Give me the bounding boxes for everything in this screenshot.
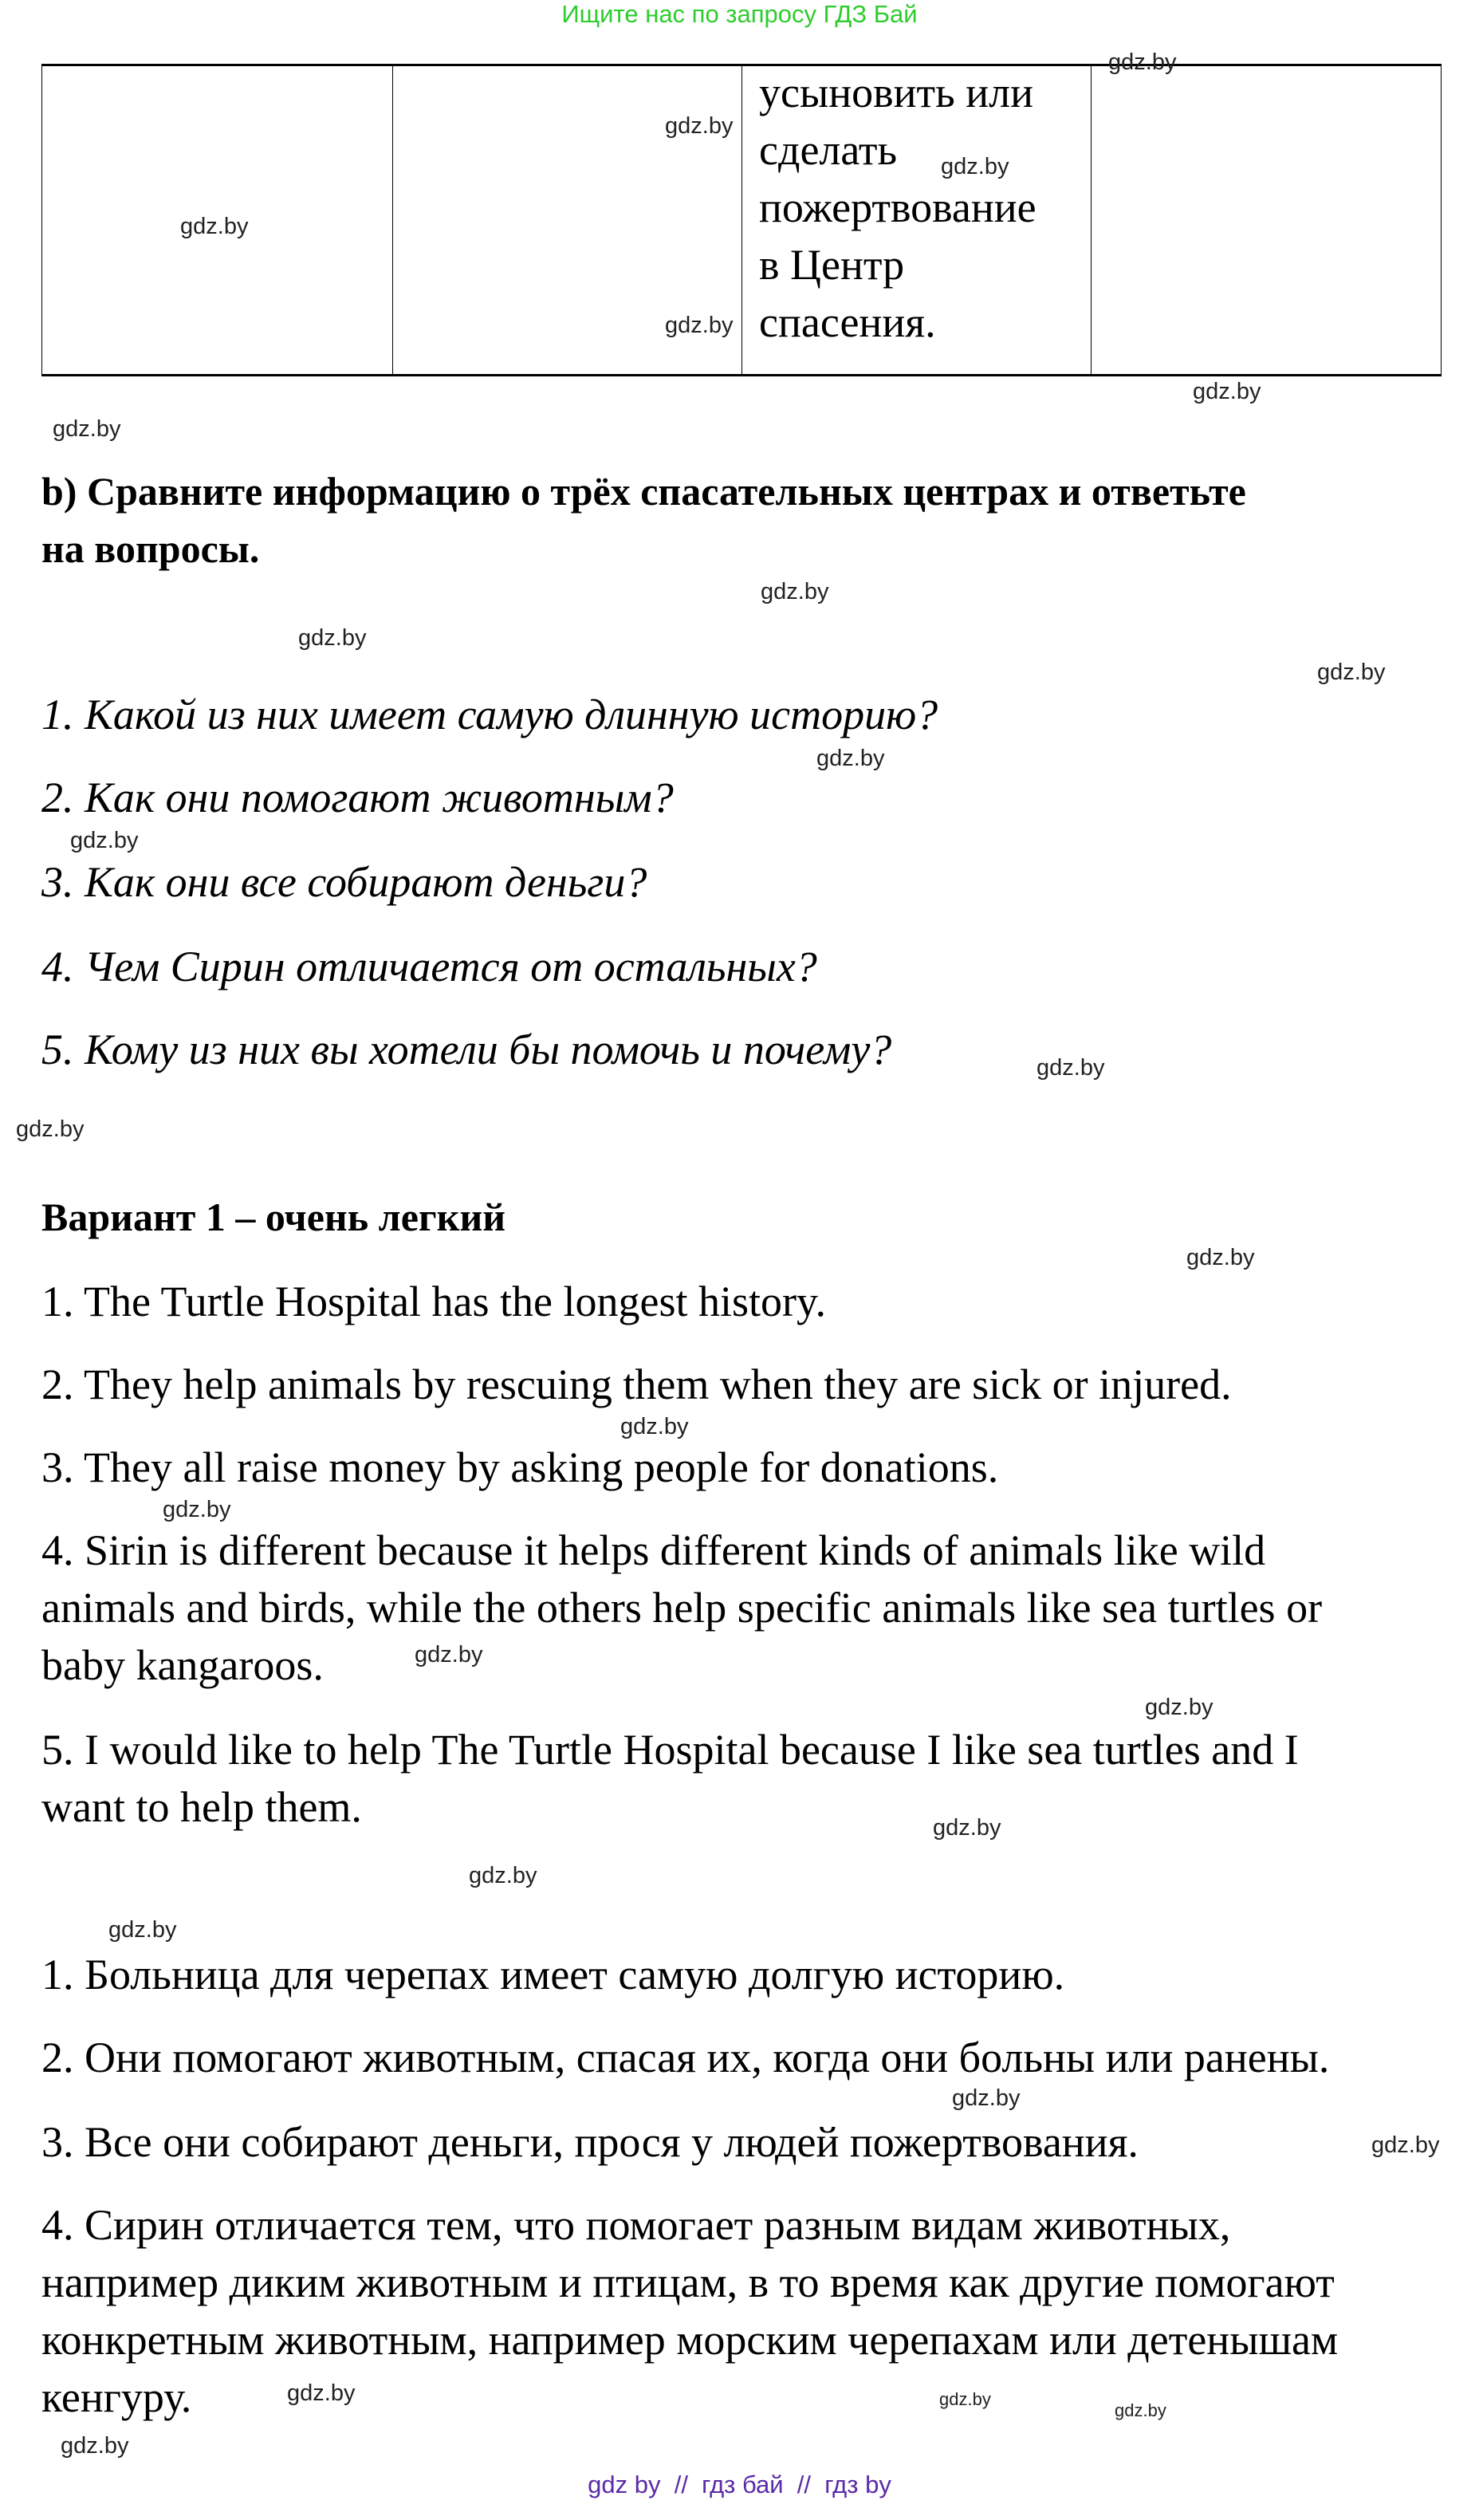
watermark: gdz.by — [298, 625, 367, 651]
watermark: gdz.by — [53, 416, 121, 442]
answer-en: 5. I would like to help The Turtle Hospital because I like sea turtles and I — [41, 1726, 1299, 1774]
watermark: gdz.by — [180, 214, 249, 239]
watermark: gdz.by — [1193, 379, 1261, 404]
question-item: 3. Как они все собирают деньги? — [41, 858, 647, 906]
watermark: gdz.by — [816, 746, 885, 771]
table-cell-text: сделать — [759, 126, 898, 174]
watermark: gdz.by — [941, 154, 1009, 179]
answer-ru: конкретным животным, например морским черепахам или детенышам — [41, 2316, 1339, 2364]
watermark: gdz.by — [1108, 49, 1177, 75]
watermark: gdz.by — [415, 1642, 483, 1668]
answer-ru: кенгуру. — [41, 2373, 192, 2421]
watermark: gdz.by — [61, 2433, 129, 2459]
answer-en: animals and birds, while the others help specific animals like sea turtles or — [41, 1584, 1323, 1632]
watermark: gdz.by — [665, 313, 734, 338]
watermark: gdz.by — [16, 1116, 85, 1142]
answer-ru: 3. Все они собирают деньги, прося у людей пожертвования. — [41, 2118, 1139, 2166]
watermark: gdz.by — [761, 579, 829, 604]
watermark: gdz.by — [620, 1414, 689, 1439]
answer-table-fragment — [41, 64, 1442, 376]
watermark: gdz.by — [665, 113, 734, 139]
question-item: 1. Какой из них имеет самую длинную историю? — [41, 691, 938, 738]
watermark: gdz.by — [933, 1815, 1001, 1841]
task-heading: на вопросы. — [41, 526, 260, 571]
answer-en: 2. They help animals by rescuing them when they are sick or injured. — [41, 1360, 1232, 1408]
watermark: gdz.by — [163, 1497, 231, 1522]
variant-heading: Вариант 1 – очень легкий — [41, 1195, 506, 1239]
answer-en: baby kangaroos. — [41, 1641, 324, 1689]
task-heading: b) Сравните информацию о трёх спасательных центрах и ответьте — [41, 469, 1246, 514]
watermark: gdz.by — [108, 1917, 177, 1943]
question-item: 2. Как они помогают животным? — [41, 774, 674, 821]
watermark: gdz.by — [939, 2389, 991, 2409]
table-cell-text: усыновить или — [759, 69, 1034, 116]
answer-en: 1. The Turtle Hospital has the longest history. — [41, 1278, 826, 1325]
table-cell-text: спасения. — [759, 298, 936, 346]
table-column-divider — [1091, 66, 1092, 374]
watermark: gdz.by — [287, 2380, 356, 2406]
watermark: gdz.by — [1115, 2400, 1166, 2420]
table-cell-text: в Центр — [759, 241, 905, 289]
answer-ru: 2. Они помогают животным, спасая их, когда они больны или ранены. — [41, 2034, 1330, 2081]
answer-en: want to help them. — [41, 1783, 362, 1831]
answer-ru: 4. Сирин отличается тем, что помогает разным видам животных, — [41, 2201, 1231, 2249]
watermark: gdz.by — [1317, 660, 1386, 685]
watermark: gdz.by — [1371, 2132, 1440, 2158]
answer-ru: например диким животным и птицам, в то время как другие помогают — [41, 2258, 1335, 2306]
table-cell-text: пожертвование — [759, 183, 1036, 231]
footer-links: gdz by // гдз бай // гдз by — [588, 2471, 891, 2498]
answer-en: 3. They all raise money by asking people for donations. — [41, 1443, 999, 1491]
search-hint-header: Ищите нас по запросу ГДЗ Бай — [561, 0, 918, 28]
question-item: 5. Кому из них вы хотели бы помочь и почему? — [41, 1026, 892, 1073]
watermark: gdz.by — [1036, 1055, 1105, 1081]
watermark: gdz.by — [70, 828, 139, 853]
table-column-divider — [392, 66, 393, 374]
watermark: gdz.by — [1145, 1695, 1213, 1720]
watermark: gdz.by — [469, 1863, 537, 1888]
table-column-divider — [741, 66, 742, 374]
answer-ru: 1. Больница для черепах имеет самую долгую историю. — [41, 1951, 1065, 1998]
question-item: 4. Чем Сирин отличается от остальных? — [41, 943, 817, 990]
watermark: gdz.by — [952, 2085, 1021, 2111]
watermark: gdz.by — [1186, 1245, 1255, 1270]
answer-en: 4. Sirin is different because it helps different kinds of animals like wild — [41, 1526, 1266, 1574]
